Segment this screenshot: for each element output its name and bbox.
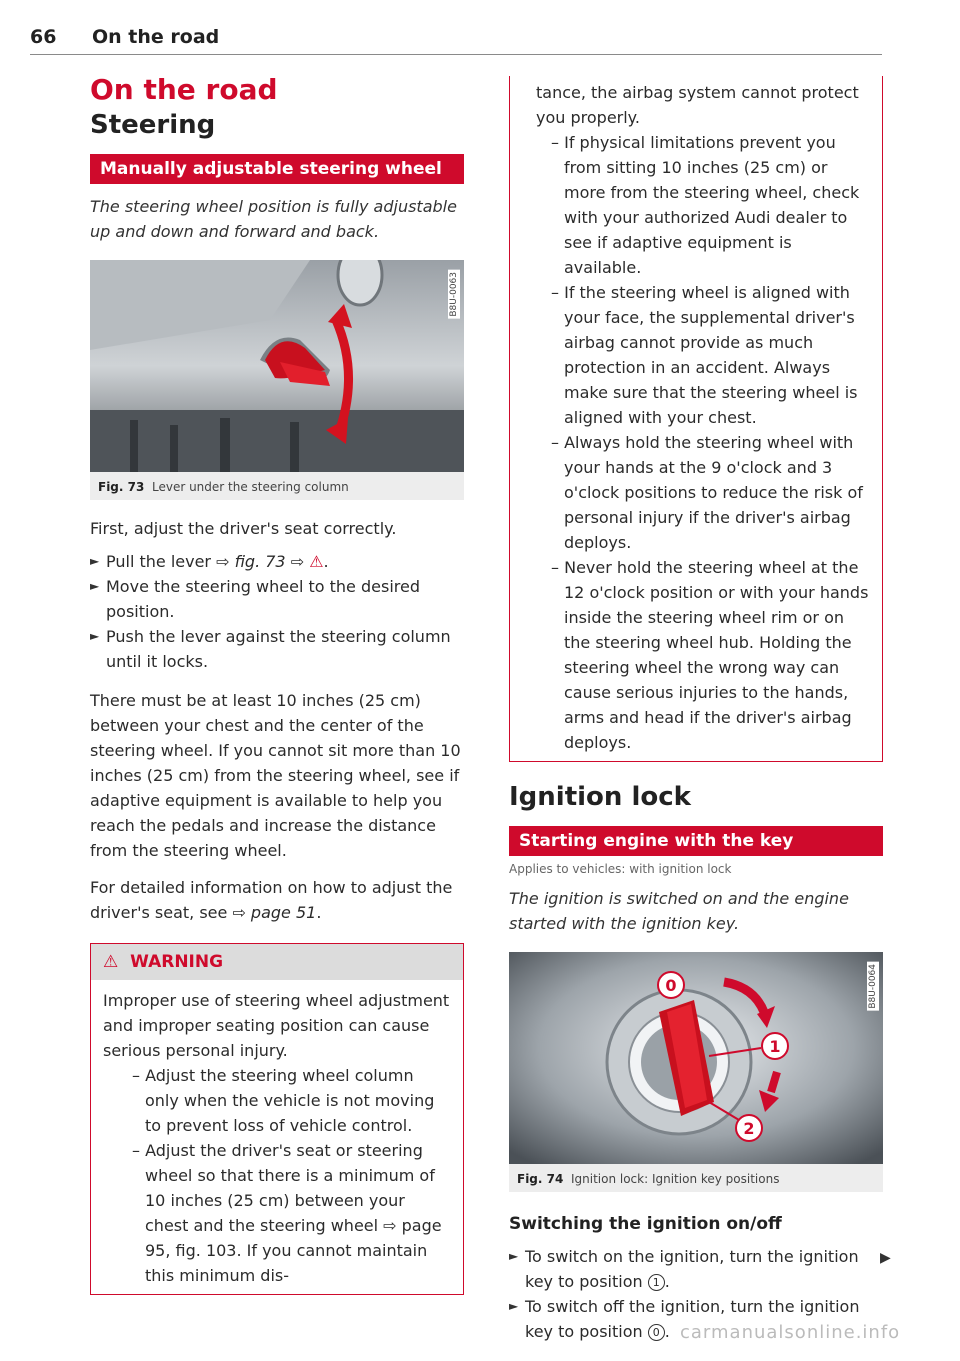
left-column bbox=[90, 72, 464, 1295]
seat-reference-paragraph: For detailed information on how to adjust the driver's seat, see ⇨ page 51. bbox=[90, 878, 453, 922]
step-switch-off: ► To switch off the ignition, turn the ignition key to position 0 . bbox=[509, 1294, 883, 1344]
figure-73-caption bbox=[90, 472, 464, 500]
lead-text: The steering wheel position is fully adjustable up and down and forward and back. bbox=[90, 197, 457, 241]
steering-lever-photo bbox=[90, 260, 464, 472]
figure-caption-text: Ignition lock: Ignition key positions bbox=[570, 1172, 780, 1186]
position-1-circle: 1 bbox=[648, 1274, 665, 1291]
warning-box-continued bbox=[509, 76, 883, 762]
figure-code: B8U-0063 bbox=[449, 272, 459, 317]
warning-triangle-icon: ⚠ bbox=[103, 952, 119, 972]
page-number: 66 bbox=[30, 26, 57, 48]
subheading-ignition-on-off: Switching the ignition on/off bbox=[509, 1214, 782, 1234]
warning-body bbox=[91, 980, 463, 1294]
step-pull-lever: ► Pull the lever ⇨ fig. 73 ⇨ ⚠. bbox=[90, 549, 464, 574]
key-position-0-label: 0 bbox=[665, 976, 677, 995]
page-header bbox=[30, 24, 882, 55]
bullet-arrow-icon: ► bbox=[90, 579, 100, 593]
key-position-2-label: 2 bbox=[743, 1119, 755, 1138]
ignition-lock-photo bbox=[509, 952, 883, 1164]
bullet-arrow-icon: ► bbox=[90, 554, 100, 568]
distance-paragraph: There must be at least 10 inches (25 cm) between your chest and the center of the steering wheel. If you cannot sit more than 10 inches (25 cm) from the steering wheel, see if adaptive equipment is available to help you reach the pedals and increase the distance from the steering wheel. bbox=[90, 691, 461, 860]
figure-73 bbox=[90, 260, 464, 500]
warning-item: – Always hold the steering wheel with your hands at the 9 o'clock and 3 o'clock positions to reduce the risk of personal injury if the driver's airbag deploys. bbox=[551, 433, 863, 552]
warning-item: – Never hold the steering wheel at the 12 o'clock position or with your hands inside the steering wheel rim or on the steering wheel hub. Holding the steering wheel the wrong way can cause serious injuries to the hands, arms and head if the driver's airbag deploys. bbox=[551, 558, 869, 752]
section-title-ignition: Ignition lock bbox=[509, 782, 691, 812]
figure-reference-link[interactable]: ⇨ fig. 73 ⇨ bbox=[216, 552, 310, 571]
figure-label: Fig. 74 bbox=[517, 1172, 564, 1186]
step-push-lever: ► Push the lever against the steering column until it locks. bbox=[90, 624, 464, 674]
warning-item: – Adjust the driver's seat or steering wheel so that there is a minimum of 10 inches (25 cm) between your chest and the steering wheel ⇨ page 95, fig. 103. If you cannot maintain this minimum dis- bbox=[132, 1141, 442, 1285]
figure-74-caption bbox=[509, 1164, 883, 1192]
right-column bbox=[509, 76, 883, 1344]
warning-box bbox=[90, 943, 464, 1295]
step-move-wheel: ► Move the steering wheel to the desired position. bbox=[90, 574, 464, 624]
warning-item: – If physical limitations prevent you from sitting 10 inches (25 cm) or more from the steering wheel, check with your authorized Audi dealer to see if adaptive equipment is available. bbox=[551, 133, 860, 277]
warning-triangle-icon[interactable]: ⚠ bbox=[309, 552, 324, 571]
bullet-arrow-icon: ► bbox=[509, 1299, 519, 1313]
figure-code: B8U-0064 bbox=[868, 964, 878, 1009]
steps-list bbox=[90, 549, 464, 674]
intro-text: First, adjust the driver's seat correctly. bbox=[90, 519, 397, 538]
figure-caption-text: Lever under the steering column bbox=[151, 480, 349, 494]
step-switch-on: ► To switch on the ignition, turn the ignition key to position 1 . bbox=[509, 1244, 883, 1294]
lead-text: The ignition is switched on and the engine started with the ignition key. bbox=[509, 889, 849, 933]
chapter-title: On the road bbox=[90, 73, 278, 106]
bullet-arrow-icon: ► bbox=[90, 629, 100, 643]
warning-intro: Improper use of steering wheel adjustment and improper seating position can cause serious personal injury. bbox=[103, 991, 450, 1060]
key-position-1-label: 1 bbox=[769, 1037, 781, 1056]
warning-header bbox=[91, 944, 463, 980]
figure-74 bbox=[509, 952, 883, 1192]
position-0-circle: 0 bbox=[648, 1324, 665, 1341]
figure-label: Fig. 73 bbox=[98, 480, 145, 494]
continue-arrow-icon: ▶ bbox=[880, 1250, 891, 1266]
warning-title: WARNING bbox=[130, 952, 224, 972]
warning-item: – If the steering wheel is aligned with your face, the supplemental driver's airbag cannot provide as much protection in an accident. Always make sure that the steering wheel is aligned with your chest. bbox=[551, 283, 858, 427]
warning-continued-text: tance, the airbag system cannot protect you properly. bbox=[536, 83, 859, 127]
section-title-steering: Steering bbox=[90, 110, 216, 140]
applies-to-note: Applies to vehicles: with ignition lock bbox=[509, 862, 732, 876]
watermark: carmanualsonline.info bbox=[680, 1322, 901, 1343]
page-reference-link[interactable]: ⇨ page 51 bbox=[232, 903, 317, 922]
subsection-bar-adjustable-wheel: Manually adjustable steering wheel bbox=[90, 154, 464, 184]
subsection-bar-starting-engine: Starting engine with the key bbox=[509, 826, 883, 856]
running-head: On the road bbox=[92, 26, 220, 48]
bullet-arrow-icon: ► bbox=[509, 1249, 519, 1263]
warning-item: – Adjust the steering wheel column only when the vehicle is not moving to prevent loss of vehicle control. bbox=[132, 1066, 435, 1135]
